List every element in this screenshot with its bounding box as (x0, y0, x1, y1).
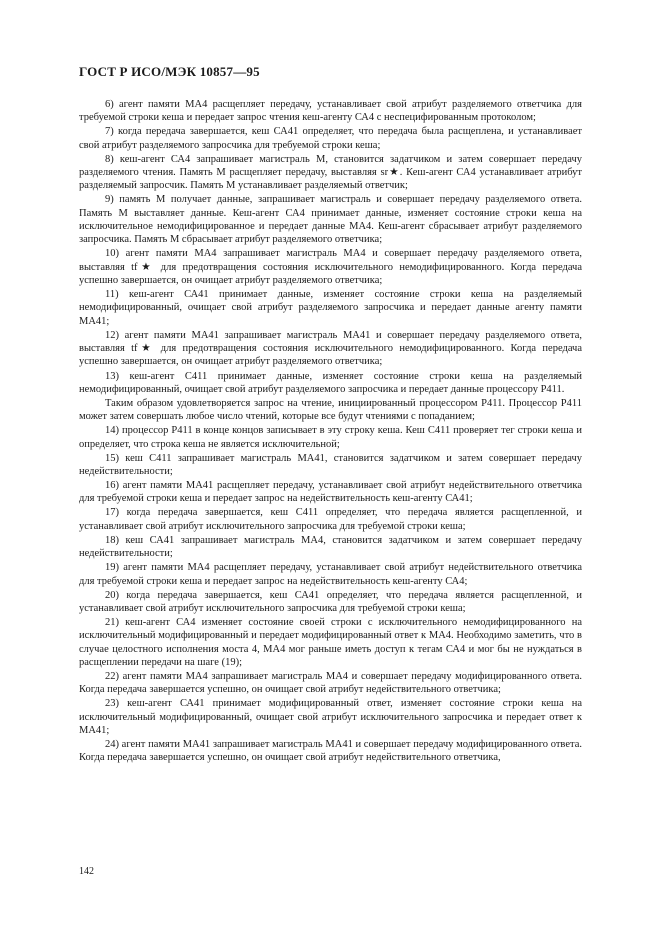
paragraph: 17) когда передача завершается, кеш С411 определяет, что передача является расщепленной, и устанавливает свой атрибут исключительного запросчика для требуемой строки кеша; (79, 507, 582, 532)
paragraph: 19) агент памяти МА4 расщепляет передачу, устанавливает свой атрибут недействительного ответчика для требуемой строки кеша и передает запрос на недействительность кеш-агенту СА4; (79, 562, 582, 587)
paragraph: 8) кеш-агент СА4 запрашивает магистраль М, становится задатчиком и затем совершает передачу разделяемого чтения. Память М расщепляет передачу, выставляя sr★. Кеш-агент СА4 устанавливает атрибут разделяемый запросчик. Память М устанавливает разделяемый ответчик; (79, 153, 582, 192)
document-body (79, 98, 582, 765)
paragraph: 10) агент памяти МА4 запрашивает магистраль МА4 и совершает передачу разделяемого ответа, выставляя tf★ для предотвращения состояния исключительного немодифицированного. Когда передача успешно завершается, он очищает атрибут разделяемого ответчика; (79, 248, 582, 287)
page-number: 142 (79, 866, 94, 877)
paragraph: Таким образом удовлетворяется запрос на чтение, инициированный процессором Р411. Процессор Р411 может затем совершать любое число чтений, которые все будут чтениями с попаданием; (79, 397, 582, 423)
paragraph: 24) агент памяти МА41 запрашивает магистраль МА41 и совершает передачу модифицированного ответа. Когда передача завершается успешно, он очищает свой атрибут недействительного ответчика, (79, 739, 582, 764)
paragraph: 15) кеш С411 запрашивает магистраль МА41, становится задатчиком и затем совершает передачу недействительности; (79, 452, 582, 477)
paragraph: 11) кеш-агент СА41 принимает данные, изменяет состояние строки кеша на разделяемый немодифицированный, очищает свой атрибут разделяемого запросчика и передает данные агенту памяти МА41; (79, 289, 582, 327)
paragraph: 20) когда передача завершается, кеш СА41 определяет, что передача является расщепленной, и устанавливает свой атрибут исключительного запросчика для требуемой строки кеша; (79, 589, 582, 614)
paragraph: 6) агент памяти МА4 расщепляет передачу, устанавливает свой атрибут разделяемого ответчика для требуемой строки кеша и передает запрос чтения кеш-агенту СА4 с неспецифированным протоколом; (79, 99, 582, 124)
document-header: ГОСТ Р ИСО/МЭК 10857—95 (79, 64, 260, 79)
paragraph: 18) кеш СА41 запрашивает магистраль МА4, становится задатчиком и затем совершает передачу недействительности; (79, 534, 582, 560)
paragraph: 13) кеш-агент С411 принимает данные, изменяет состояние строки кеша на разделяемый немодифицированный, очищает свой атрибут разделяемого запросчика и передает данные процессору Р411. (79, 370, 582, 395)
paragraph: 16) агент памяти МА41 расщепляет передачу, устанавливает свой атрибут недействительного ответчика для требуемой строки кеша и передает запрос на недействительность кеш-агенту СА41; (79, 480, 582, 505)
paragraph: 21) кеш-агент СА4 изменяет состояние своей строки с исключительного немодифицированного на исключительный модифицированный и передает модифицированный ответ к МА4. Необходимо заметить, что в случае целостного исполнения моста 4, МА4 мог раньше иметь доступ к тегам СА4 и мог бы не нуждаться в расщеплении передачи на шаге (19); (79, 617, 582, 668)
paragraph: 7) когда передача завершается, кеш СА41 определяет, что передача была расщеплена, и устанавливает свой атрибут разделяемого запросчика для требуемой строки кеша; (79, 126, 582, 151)
paragraph: 12) агент памяти МА41 запрашивает магистраль МА41 и совершает передачу разделяемого ответа, выставляя tf★ для предотвращения состояния исключительного немодифицированного. Когда передача успешно завершается, он очищает атрибут разделяемого ответчика; (79, 329, 582, 368)
paragraph: 23) кеш-агент СА41 принимает модифицированный ответ, изменяет состояние строки кеша на исключительный модифицированный, очищает свой атрибут исключительного запросчика и передает ответ к МА41; (79, 698, 582, 736)
paragraph: 14) процессор Р411 в конце концов записывает в эту строку кеша. Кеш С411 проверяет тег строки кеша и определяет, что строка кеша не является исключительной; (79, 425, 582, 450)
paragraph: 9) память М получает данные, запрашивает магистраль и совершает передачу разделяемого ответа. Память М выставляет данные. Кеш-агент СА4 принимает данные, изменяет состояние строки кеша на исключительное немодифицированное и передает данные МА4. Кеш-агент сбрасывает атрибут разделяемого запросчика. Память М сбрасывает атрибут разделяемого ответчика; (79, 194, 582, 246)
paragraph: 22) агент памяти МА4 запрашивает магистраль МА4 и совершает передачу модифицированного ответа. Когда передача завершается успешно, он очищает свой атрибут недействительного ответчика; (79, 671, 582, 696)
